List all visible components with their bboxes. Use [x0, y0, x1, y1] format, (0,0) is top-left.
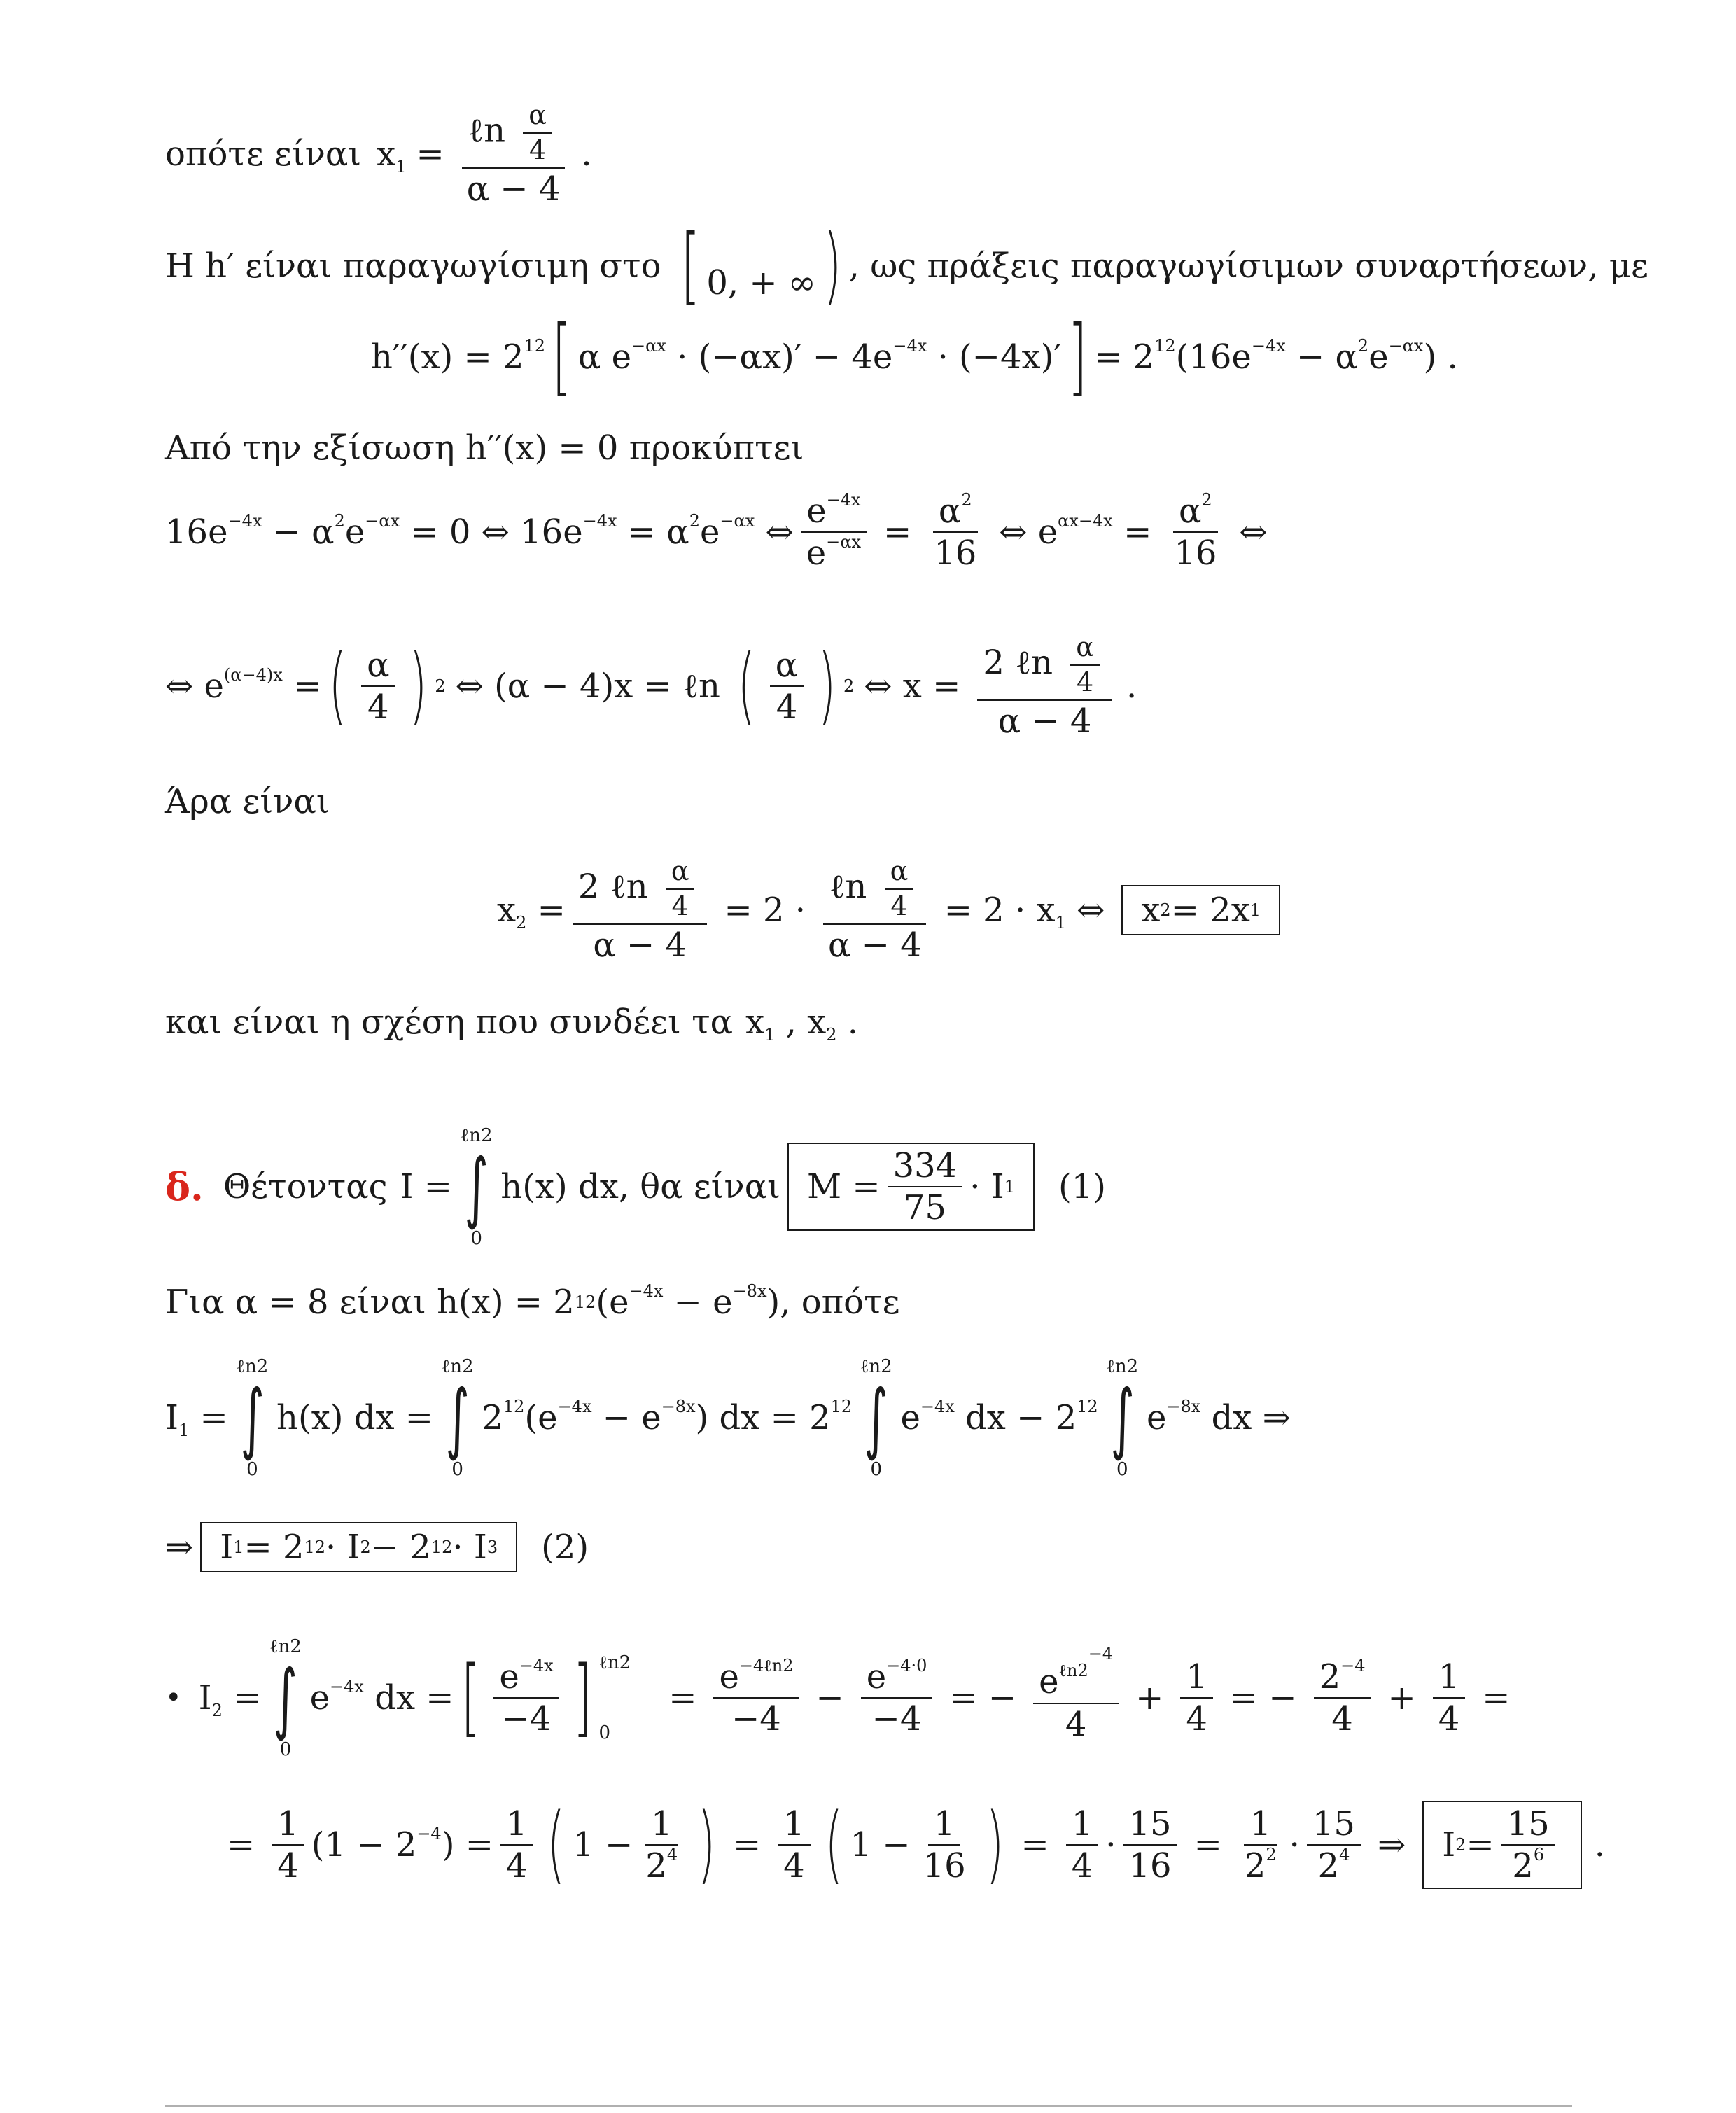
text-segment: οπότε είναι — [165, 134, 362, 174]
integral: ℓn2 ∫ 0 — [460, 1124, 493, 1249]
text-segment: και είναι η σχέση που συνδέει τα — [165, 1003, 734, 1042]
text-segment: Άρα είναι — [165, 782, 330, 821]
text-segment: Από την εξίσωση h′′(x) = 0 προκύπτει — [165, 428, 804, 468]
equation-I1: $I_1$ = ℓn2 ∫ 0 h(x) dx = ℓn2 ∫ 0 $2^{12}(e^{-4x} - e^{-8x})$ dx = $2^{12}$ ℓn2 ∫ 0 $e^{-4x}$ dx − $2^{12}$ ℓn2 ∫ 0 $e^{-8x}$ dx ⇒ — [165, 1355, 1291, 1480]
text-segment: , ως πράξεις παραγωγίσιμων συναρτήσεων, με — [848, 246, 1648, 286]
boxed-result: x 2 = 2x 1 — [1121, 885, 1280, 935]
equation-solve-2: ⇔ $e^{(\alpha-4)x}$ = ( $\frac{\alpha}{4}$ ) 2 ⇔ (α − 4)x = ℓn ( $\frac{\alpha}{4}$ ) 2 ⇔ x = 2 ℓn $\frac{\alpha}{4}$ α − 4 . — [165, 631, 1138, 741]
equation-tag: (1) — [1058, 1167, 1106, 1206]
text-segment: Θέτοντας — [223, 1167, 388, 1206]
boxed-result: I 1 = 2 12 · I 2 − 2 12 · I 3 — [200, 1522, 517, 1572]
equation-second-derivative: $h''(x) = 2^{12}$ [ α $e^{-\alpha x} \cdot (-\alpha x)' - 4e^{-4x} \cdot (-4x)'$ ] = $2^{12}(16e^{-4x} - \alpha^2e^{-\alpha x})$ . — [371, 308, 1458, 405]
footer-rule — [165, 2105, 1572, 2107]
equation-I1-split: ⇒ I 1 = 2 12 · I 2 − 2 12 · I 3 (2) — [165, 1505, 589, 1589]
bullet-point: • — [165, 1682, 182, 1714]
line-equation-intro — [165, 406, 804, 490]
text-segment: , οπότε — [780, 1283, 900, 1322]
text-segment: , θα είναι — [618, 1167, 780, 1206]
line-relation: και είναι η σχέση που συνδέει τα $x_1$ , $x_2$ . — [165, 1003, 859, 1045]
equation-tag: (2) — [541, 1528, 589, 1567]
line-differentiable: Η h′ είναι παραγωγίσιμη στο [ 0, + ∞) , ως πράξεις παραγωγίσιμων συναρτήσεων, με — [165, 217, 1648, 314]
boxed-result: M = $\frac{334}{75}$ · I 1 — [788, 1143, 1035, 1232]
text-segment: Για α = 8 είναι h(x) = 2 — [165, 1283, 575, 1322]
equation-x2-relation: $x_2$ = 2 ℓn $\frac{\alpha}{4}$ α − 4 = 2 · ℓn $\frac{\alpha}{4}$ α − 4 = $2 \cdot x_1$ ⇔ x 2 = 2x 1 — [497, 868, 1287, 952]
section-label: δ. — [165, 1164, 204, 1209]
section-delta: δ. Θέτοντας I = ℓn2 ∫ 0 h(x) dx , θα είναι M = $\frac{334}{75}$ · I 1 (1) — [165, 1124, 1106, 1249]
equation-I2-b: = $\frac{1}{4}$ $(1 - 2^{-4})$ = $\frac{1}{4}$ ( 1 − $\frac{1}{2^4}$ ) = $\frac{1}{4}$ ( 1 − $\frac{1}{16}$ ) = $\frac{1}{4}$ · $\frac{15}{16}$ = $\frac{1}{2^2}$ · $\frac{15}{2^4}$ ⇒ I 2 = $\frac{15}{2^6}$ . — [227, 1796, 1605, 1893]
text-segment: Η h′ είναι παραγωγίσιμη στο — [165, 246, 662, 286]
line-therefore — [165, 760, 330, 844]
equation-I2-a: • $I_2$ = ℓn2 ∫ 0 $e^{-4x}$ dx = [ $\frac{e^{-4x}}{-4}$ ] ℓn2 0 = $\frac{e^{-4\ell n2}}{-4}$ − $\frac{e^{-4\cdot 0}}{-4}$ = − $\frac{e^{\ell n2^{-4}}}{4}$ + $\frac{1}{4}$ = − $\frac{2^{-4}}{4}$ + $\frac{1}{4}$ = — [165, 1636, 1511, 1760]
line-x1-definition: οπότε είναι $x_1$ = ℓn $\frac{\alpha}{4}$ α − 4 . — [165, 99, 592, 209]
line-alpha-8: Για α = 8 είναι h(x) = 2 12 $(e^{-4x} - e^{-8x})$ , οπότε — [165, 1281, 900, 1322]
equation-solve-1: $16e^{-4x} - \alpha^2e^{-\alpha x} = 0$ ⇔ $16e^{-4x} = \alpha^2e^{-\alpha x}$ ⇔ $\frac{e^{-4x}}{e^{-\alpha x}}$ = $\frac{\alpha^2}{16}$ ⇔ $e^{\alpha x-4x}$ = $\frac{\alpha^2}{16}$ ⇔ — [165, 489, 1268, 573]
boxed-result: I 2 = $\frac{15}{2^6}$ — [1422, 1801, 1582, 1890]
fraction: ℓn $\frac{\alpha}{4}$ α − 4 — [461, 102, 566, 207]
